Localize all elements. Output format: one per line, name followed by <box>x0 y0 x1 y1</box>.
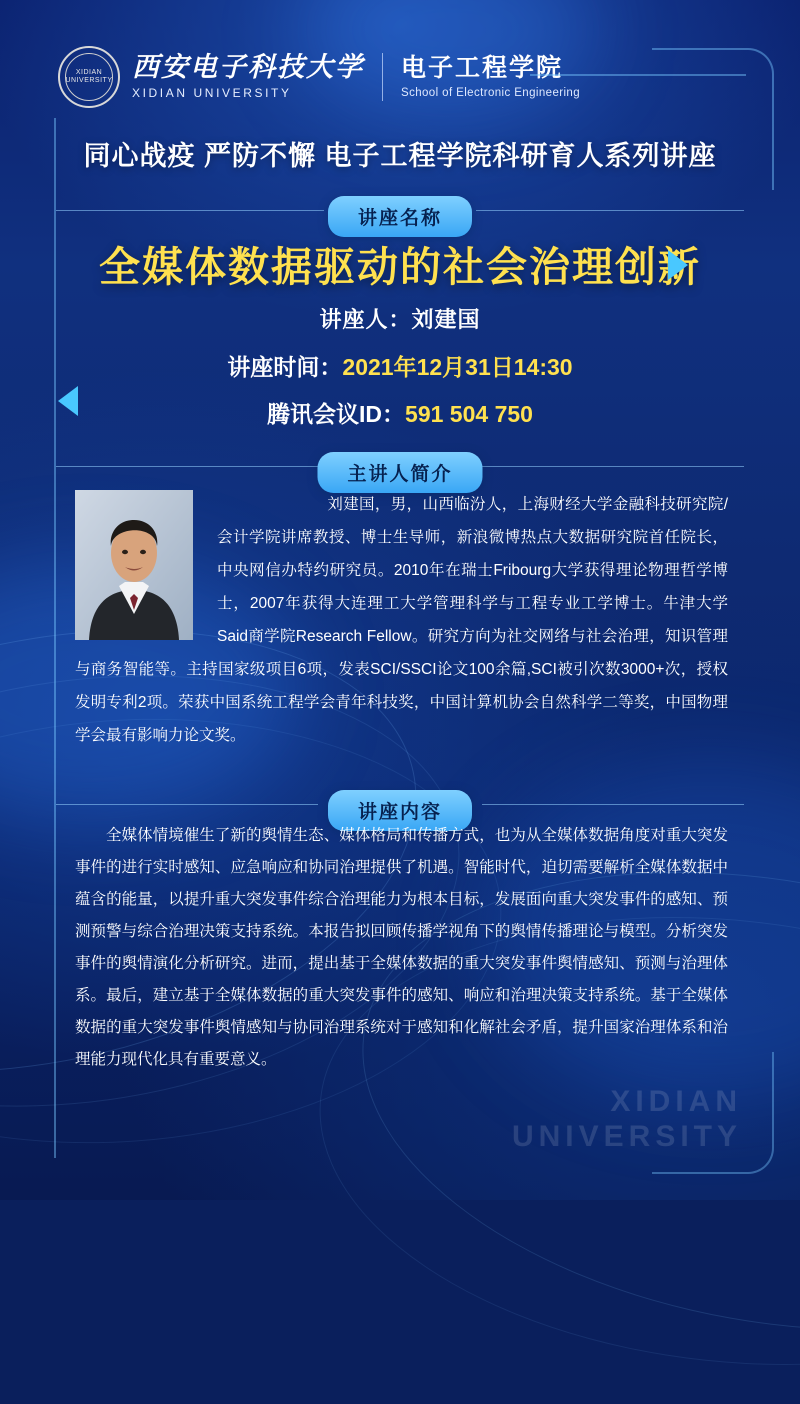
section-label-lecture-content: 讲座内容 <box>328 790 472 831</box>
lecture-content-block <box>75 820 728 1076</box>
school-name-block <box>401 54 580 100</box>
meeting-line <box>0 396 800 429</box>
time-line <box>0 349 800 382</box>
university-seal-text: XIDIAN UNIVERSITY <box>65 69 113 84</box>
frame-line-top <box>530 74 746 76</box>
series-title: 同心战疫 严防不懈 电子工程学院科研育人系列讲座 <box>83 141 717 171</box>
speaker-label: 讲座人： <box>319 307 412 332</box>
lecture-content-text: 全媒体情境催生了新的舆情生态、媒体格局和传播方式，也为从全媒体数据角度对重大突发事件的进行实时感知、应急响应和协同治理提供了机遇。智能时代，迫切需要解析全媒体数据中蕴含的能量，以提升重大突发事件综合治理能力为根本目标，发展面向重大突发事件的感知、预测预警与综合治理决策支持系统。本报告拟回顾传播学视角下的舆情传播理论与模型。分析突发事件的舆情演化分析研究。进而，提出基于全媒体数据的重大突发事件舆情感知、预测与治理体系。最后，建立基于全媒体数据的重大突发事件的感知、响应和治理决策支持系统。基于全媒体数据的重大突发事件舆情感知与协同治理系统对于感知和化解社会矛盾，提升国家治理体系和治理能力现代化具有重要意义。 <box>75 827 728 1068</box>
meeting-value: 591 504 750 <box>405 401 533 427</box>
university-seal-icon <box>58 46 120 108</box>
university-name-block <box>132 54 364 100</box>
watermark-line-1: XIDIAN <box>610 1085 742 1118</box>
pill-rule-left <box>56 210 324 211</box>
school-name-cn: 电子工程学院 <box>401 54 564 83</box>
lecture-title: 全媒体数据驱动的社会治理创新 <box>99 244 701 290</box>
pill-rule-right <box>482 804 744 805</box>
pill-rule-left <box>56 466 318 467</box>
bio-body: 刘建国，男，山西临汾人，上海财经大学金融科技研究院/会计学院讲席教授、博士生导师，新浪微博热点大数据研究院首任院长，中央网信办特约研究员。2010年在瑞士Fribourg大学获得理论物理哲学博士，2007年获得大连理工大学管理科学与工程专业工学博士。牛津大学Said商学院Research Fellow。研究方向为社交网络与社会治理，知识管理与商务智能等。主持国家级项目6项，发表SCI/SSCI论文100余篇,SCI被引次数3000+次，授权发明专利2项。荣获中国系统工程学会青年科技奖，中国计算机协会自然科学二等奖，中国物理学会最有影响力论文奖。 <box>75 496 728 744</box>
speaker-line <box>0 303 800 334</box>
time-label: 讲座时间： <box>227 354 343 380</box>
pill-rule-left <box>56 804 318 805</box>
section-label-speaker-bio: 主讲人简介 <box>317 452 482 493</box>
speaker-name: 刘建国 <box>411 307 481 332</box>
arrow-right-icon <box>668 250 688 280</box>
section-label-lecture-name: 讲座名称 <box>328 196 472 237</box>
speaker-bio-block <box>75 488 728 752</box>
school-name-en: School of Electronic Engineering <box>401 86 581 99</box>
university-name-en: XIDIAN UNIVERSITY <box>132 86 292 100</box>
speaker-portrait-icon <box>75 490 193 640</box>
header-divider <box>382 53 383 101</box>
pill-rule-right <box>482 466 744 467</box>
watermark-line-2: UNIVERSITY <box>511 1119 742 1153</box>
speaker-photo <box>75 490 205 642</box>
watermark <box>512 1085 742 1154</box>
meeting-label: 腾讯会议ID： <box>267 401 406 427</box>
university-name-cn: 西安电子科技大学 <box>132 52 364 83</box>
pill-rule-right <box>476 210 744 211</box>
time-value: 2021年12月31日14:30 <box>342 354 573 380</box>
brand-header <box>58 46 580 108</box>
